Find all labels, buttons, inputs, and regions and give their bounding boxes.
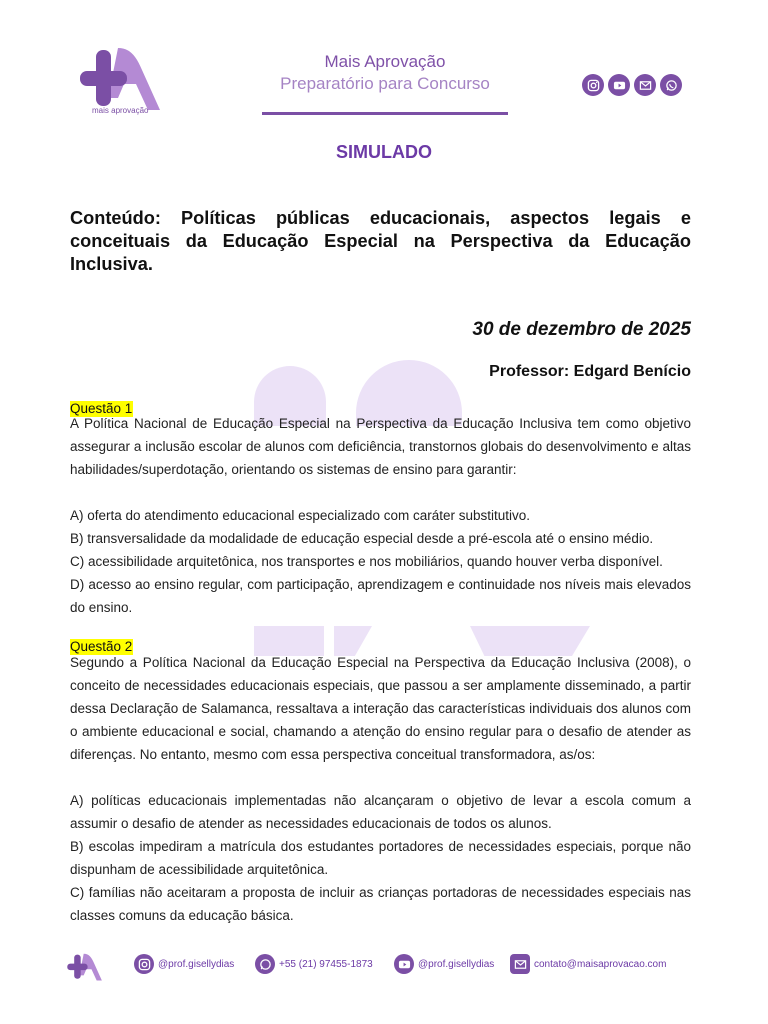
question-1-option-c: C) acessibilidade arquitetônica, nos transportes e nos mobiliários, quando houver verba disponível. bbox=[70, 554, 663, 569]
youtube-icon[interactable] bbox=[608, 74, 630, 96]
question-2-option-b: B) escolas impediram a matrícula dos estudantes portadores de necessidades especiais, porque não dispunham de acessibilidade arquitetônica. bbox=[70, 839, 691, 877]
footer-instagram-handle: @prof.gisellydias bbox=[158, 958, 235, 970]
question-2-label: Questão 2 bbox=[70, 639, 133, 654]
footer-youtube[interactable] bbox=[394, 954, 494, 974]
question-2-stem: Segundo a Política Nacional da Educação Especial na Perspectiva da Educação Inclusiva (2008), o conceito de necessidades educacionais especiais, que passou a ser amplamente disseminado, a partir dessa Declaração de Salamanca, ressaltava a interação das características individuais dos alunos com o ambiente educacional e social, chamando a atenção do ensino regular para o desafio de atender as diferenças. No entanto, mesmo com essa perspectiva conceitual transformadora, as/os: bbox=[70, 655, 691, 762]
footer-whatsapp-number: +55 (21) 97455-1873 bbox=[279, 958, 373, 970]
question-2-option-c: C) famílias não aceitaram a proposta de incluir as crianças portadoras de necessidades especiais nas classes comuns da educação básica. bbox=[70, 885, 691, 923]
question-2-body bbox=[70, 651, 691, 927]
brand-block bbox=[240, 52, 530, 96]
question-1-option-d: D) acesso ao ensino regular, com participação, aprendizagem e continuidade nos níveis mais elevados do ensino. bbox=[70, 577, 691, 615]
page-title: SIMULADO bbox=[336, 142, 432, 162]
instagram-icon[interactable] bbox=[582, 74, 604, 96]
footer-whatsapp[interactable] bbox=[255, 954, 373, 974]
question-2-option-a: A) políticas educacionais implementadas não alcançaram o objetivo de levar a escola comum a assumir o desafio de atender as necessidades educacionais de todos os alunos. bbox=[70, 793, 691, 831]
brand-logo bbox=[78, 44, 164, 118]
exam-date: 30 de dezembro de 2025 bbox=[472, 319, 691, 340]
question-1-option-b: B) transversalidade da modalidade de educação especial desde a pré-escola até o ensino médio. bbox=[70, 531, 654, 546]
question-1-label: Questão 1 bbox=[70, 401, 133, 416]
professor-name: Professor: Edgard Benício bbox=[489, 363, 691, 380]
content-heading: Conteúdo: Políticas públicas educacionais, aspectos legais e conceituais da Educação Especial na Perspectiva da Educação Inclusiva. bbox=[70, 208, 691, 274]
mail-icon bbox=[510, 954, 530, 974]
brand-subtitle: Preparatório para Concurso bbox=[280, 74, 490, 93]
question-1-option-a: A) oferta do atendimento educacional especializado com caráter substitutivo. bbox=[70, 508, 531, 523]
instagram-icon bbox=[134, 954, 154, 974]
brand-underline bbox=[262, 112, 508, 115]
logo-caption: mais aprovação bbox=[92, 106, 149, 115]
mail-icon[interactable] bbox=[634, 74, 656, 96]
question-1-body bbox=[70, 412, 691, 619]
whatsapp-icon[interactable] bbox=[660, 74, 682, 96]
youtube-icon bbox=[394, 954, 414, 974]
footer-instagram[interactable] bbox=[134, 954, 234, 974]
question-1-stem: A Política Nacional de Educação Especial na Perspectiva da Educação Inclusiva tem como objetivo assegurar a inclusão escolar de alunos com deficiência, transtornos globais do desenvolvimento e altas habilidades/superdotação, orientando os sistemas de ensino para garantir: bbox=[70, 416, 691, 477]
social-icons-header bbox=[582, 74, 682, 96]
brand-name: Mais Aprovação bbox=[324, 52, 446, 71]
footer-youtube-handle: @prof.gisellydias bbox=[418, 958, 495, 970]
footer-email[interactable] bbox=[510, 954, 666, 974]
footer-logo bbox=[66, 952, 104, 984]
whatsapp-icon bbox=[255, 954, 275, 974]
footer-email-address: contato@maisaprovacao.com bbox=[534, 958, 667, 970]
